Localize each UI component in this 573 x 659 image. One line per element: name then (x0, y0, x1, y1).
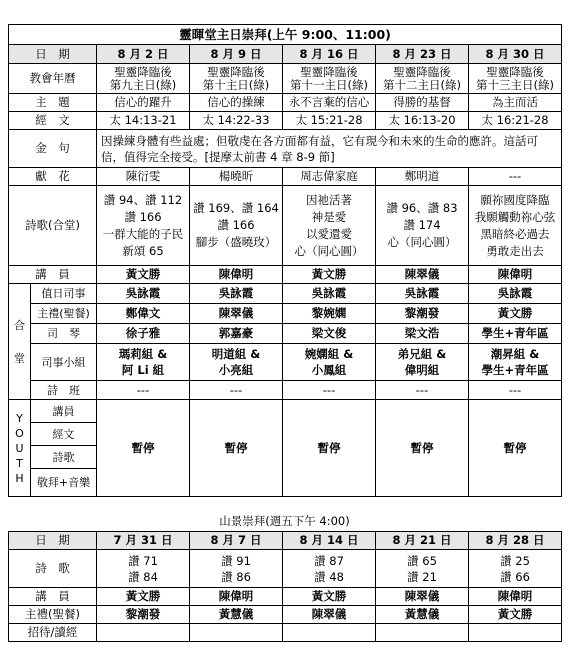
usher-line: 小鳳組 (311, 363, 347, 377)
youth-label (9, 400, 31, 497)
mv-preacher-cell: 陳翠儀 (376, 588, 469, 606)
piano-cell: 學生+青年區 (469, 324, 562, 344)
theme-cell: 為主而活 (469, 94, 562, 112)
hymn-line: 讚 48 (314, 569, 344, 584)
sunday-schedule-table (8, 24, 562, 497)
youth-cell: 暫停 (376, 400, 469, 497)
mv-date-cell: 8 月 21 日 (376, 532, 469, 550)
calendar-line: 第十二主日(綠) (383, 77, 461, 92)
tang-char: 堂 (14, 351, 25, 365)
hymn-line: 讚 65 (407, 553, 437, 568)
theme-cell: 信心的操練 (190, 94, 283, 112)
hymn-line: 願祢國度降臨 (480, 192, 550, 207)
flowers-cell: --- (469, 168, 562, 186)
theme-cell: 永不言棄的信心 (283, 94, 376, 112)
mountain-schedule-table (8, 531, 562, 642)
golden-verse-text: 因操練身體有些益處；但敬虔在各方面都有益，它有現今和未來的生命的應許。這話可信，值得完全接受。[提摩太前書 4 章 8-9 節] (97, 130, 562, 168)
hymns-cell (469, 186, 562, 266)
piano-cell: 徐子雅 (97, 324, 190, 344)
hymn-line: 讚 169、讚 164 (193, 201, 279, 215)
mountain-worship-title: 山景崇拜(週五下午 4:00) (219, 514, 350, 528)
mv-hymns-cell (469, 550, 562, 588)
hymn-line: 腳步（盛曉玫） (195, 235, 277, 249)
youth-cell: 暫停 (283, 400, 376, 497)
hymn-line: 神是愛 (311, 209, 347, 224)
mv-communion-cell: 黎潮發 (97, 606, 190, 624)
calendar-cell (469, 64, 562, 94)
youth-hymns-label: 詩歌 (31, 446, 97, 469)
date-cell: 8 月 16 日 (283, 45, 376, 64)
date-cell: 8 月 30 日 (469, 45, 562, 64)
flowers-cell: 楊曉昕 (190, 168, 283, 186)
church-calendar-label: 教會年曆 (9, 64, 97, 94)
calendar-line: 第十一主日(綠) (290, 77, 368, 92)
mv-hymns-label: 詩 歌 (9, 550, 97, 588)
hymns-cell (190, 186, 283, 266)
communion-label: 主禮(聖餐) (31, 304, 97, 324)
usher-line: 明道組 & (211, 347, 261, 361)
hymn-line: 讚 174 (403, 218, 441, 232)
mv-preacher-cell: 黃文勝 (97, 588, 190, 606)
mv-reception-cell (97, 624, 190, 642)
mv-preacher-label: 講 員 (9, 588, 97, 606)
youth-cell: 暫停 (190, 400, 283, 497)
youth-preacher-label: 講員 (31, 400, 97, 423)
usher-line: 婉嫻組 & (304, 347, 354, 361)
usher-cell (376, 344, 469, 381)
hymns-cell (376, 186, 469, 266)
usher-group-label: 司事小組 (31, 344, 97, 381)
mv-preacher-cell: 陳偉明 (190, 588, 283, 606)
calendar-line: 聖靈降臨後 (300, 64, 358, 79)
mv-hymns-cell (190, 550, 283, 588)
communion-cell: 黎潮發 (376, 304, 469, 324)
hymn-line: 一群大能的子民 (102, 226, 184, 241)
calendar-cell (190, 64, 283, 94)
calendar-cell (283, 64, 376, 94)
youth-cell: 暫停 (469, 400, 562, 497)
mv-preacher-cell: 黃文勝 (283, 588, 376, 606)
calendar-line: 聖靈降臨後 (207, 64, 265, 79)
choir-label: 詩 班 (31, 381, 97, 400)
preacher-cell: 黃文勝 (97, 266, 190, 284)
mv-communion-cell: 黃慧儀 (190, 606, 283, 624)
mv-date-cell: 8 月 28 日 (469, 532, 562, 550)
piano-cell: 郭嘉豪 (190, 324, 283, 344)
preacher-cell: 黃文勝 (283, 266, 376, 284)
youth-scripture-label: 經文 (31, 423, 97, 446)
duty-cell: 吳詠霞 (190, 284, 283, 304)
communion-cell: 黃文勝 (469, 304, 562, 324)
flowers-cell: 陳衍雯 (97, 168, 190, 186)
usher-line: 小亮組 (218, 363, 254, 377)
youth-cell: 暫停 (97, 400, 190, 497)
hymn-line: 心（同心圓） (387, 235, 457, 249)
hymn-line: 讚 91 (221, 553, 251, 568)
mv-reception-cell (283, 624, 376, 642)
scripture-cell: 太 14:13-21 (97, 112, 190, 130)
usher-line: 弟兄組 & (397, 347, 447, 361)
sunday-worship-title: 靈暉堂主日崇拜(上午 9:00、11:00) (9, 25, 562, 45)
he-char: 合 (14, 318, 25, 332)
calendar-line: 聖靈降臨後 (486, 64, 544, 79)
duty-cell: 吳詠霞 (469, 284, 562, 304)
scripture-cell: 太 16:13-20 (376, 112, 469, 130)
preacher-cell: 陳偉明 (190, 266, 283, 284)
scripture-cell: 太 14:22-33 (190, 112, 283, 130)
calendar-line: 聖靈降臨後 (393, 64, 451, 79)
preacher-cell: 陳偉明 (469, 266, 562, 284)
hymn-line: 讚 166 (124, 209, 162, 224)
hymns-cell (97, 186, 190, 266)
flowers-cell: 周志偉家庭 (283, 168, 376, 186)
youth-letter: U (15, 441, 24, 455)
date-label: 日 期 (9, 45, 97, 64)
hymn-line: 黑暗終必過去 (480, 226, 550, 241)
calendar-cell (97, 64, 190, 94)
scripture-cell: 太 15:21-28 (283, 112, 376, 130)
calendar-line: 聖靈降臨後 (114, 64, 172, 79)
duty-cell: 吳詠霞 (283, 284, 376, 304)
calendar-line: 第十主日(綠) (202, 77, 270, 92)
preacher-cell: 陳翠儀 (376, 266, 469, 284)
mv-date-label: 日 期 (9, 532, 97, 550)
hymn-line: 勇敢走出去 (486, 243, 544, 258)
mv-reception-cell (190, 624, 283, 642)
mv-communion-cell: 黃文勝 (469, 606, 562, 624)
mv-communion-label: 主禮(聖餐) (9, 606, 97, 624)
hymn-line: 讚 87 (314, 553, 344, 568)
theme-cell: 信心的躍升 (97, 94, 190, 112)
choir-cell: --- (283, 381, 376, 400)
communion-cell: 陳翠儀 (190, 304, 283, 324)
duty-cell: 吳詠霞 (97, 284, 190, 304)
flowers-label: 獻 花 (9, 168, 97, 186)
hymn-line: 讚 166 (217, 218, 255, 232)
flowers-cell: 鄭明道 (376, 168, 469, 186)
mv-hymns-cell (376, 550, 469, 588)
golden-verse-label: 金 句 (9, 130, 97, 168)
calendar-cell (376, 64, 469, 94)
usher-line: 潮昇組 & (490, 347, 540, 361)
mv-hymns-cell (283, 550, 376, 588)
usher-line: 學生+青年區 (481, 363, 549, 377)
theme-cell: 得勝的基督 (376, 94, 469, 112)
hymns-cell (283, 186, 376, 266)
piano-cell: 梁文浩 (376, 324, 469, 344)
mv-reception-cell (469, 624, 562, 642)
usher-line: 阿 Li 組 (121, 363, 165, 377)
youth-letter: T (16, 456, 23, 470)
mv-communion-cell: 黃慧儀 (376, 606, 469, 624)
scripture-cell: 太 16:21-28 (469, 112, 562, 130)
usher-cell (190, 344, 283, 381)
communion-cell: 鄭偉文 (97, 304, 190, 324)
choir-cell: --- (97, 381, 190, 400)
hymn-line: 讚 25 (500, 553, 530, 568)
date-cell: 8 月 9 日 (190, 45, 283, 64)
usher-line: 偉明組 (404, 363, 440, 377)
calendar-line: 第十三主日(綠) (476, 77, 555, 92)
scripture-label: 經 文 (9, 112, 97, 130)
preacher-label: 講 員 (9, 266, 97, 284)
hymn-line: 因祂活著 (306, 192, 352, 207)
hymns-label: 詩歌(合堂) (9, 186, 97, 266)
duty-cell: 吳詠霞 (376, 284, 469, 304)
date-cell: 8 月 2 日 (97, 45, 190, 64)
date-cell: 8 月 23 日 (376, 45, 469, 64)
mv-date-cell: 7 月 31 日 (97, 532, 190, 550)
mv-communion-cell: 陳翠儀 (283, 606, 376, 624)
hymn-line: 新頌 65 (122, 243, 164, 258)
usher-cell (283, 344, 376, 381)
hymn-line: 讚 21 (407, 569, 437, 584)
combined-service-label (9, 284, 31, 400)
mv-reception-label: 招待/讀經 (9, 624, 97, 642)
hymn-line: 以愛還愛 (306, 226, 352, 241)
choir-cell: --- (469, 381, 562, 400)
mv-date-cell: 8 月 14 日 (283, 532, 376, 550)
usher-line: 瑪莉組 & (118, 347, 168, 361)
mv-date-cell: 8 月 7 日 (190, 532, 283, 550)
choir-cell: --- (190, 381, 283, 400)
duty-label: 值日司事 (31, 284, 97, 304)
hymn-line: 讚 71 (128, 553, 158, 568)
choir-cell: --- (376, 381, 469, 400)
theme-label: 主 題 (9, 94, 97, 112)
mv-hymns-cell (97, 550, 190, 588)
piano-label: 司 琴 (31, 324, 97, 344)
youth-worship-label: 敬拜+音樂 (31, 469, 97, 497)
hymn-line: 讚 66 (500, 569, 530, 584)
hymn-line: 心（同心圓） (294, 243, 364, 258)
calendar-line: 第九主日(綠) (109, 77, 177, 92)
hymn-line: 讚 84 (128, 569, 158, 584)
piano-cell: 梁文俊 (283, 324, 376, 344)
youth-letter: Y (16, 411, 23, 425)
hymn-line: 讚 94、讚 112 (103, 192, 183, 207)
youth-letter: H (15, 471, 24, 485)
hymn-line: 讚 96、讚 83 (386, 201, 458, 215)
usher-cell (97, 344, 190, 381)
hymn-line: 我願觸動祢心弦 (474, 209, 556, 224)
usher-cell (469, 344, 562, 381)
mv-preacher-cell: 陳偉明 (469, 588, 562, 606)
communion-cell: 黎婉嫻 (283, 304, 376, 324)
hymn-line: 讚 86 (221, 569, 251, 584)
mv-reception-cell (376, 624, 469, 642)
youth-letter: O (15, 426, 24, 440)
